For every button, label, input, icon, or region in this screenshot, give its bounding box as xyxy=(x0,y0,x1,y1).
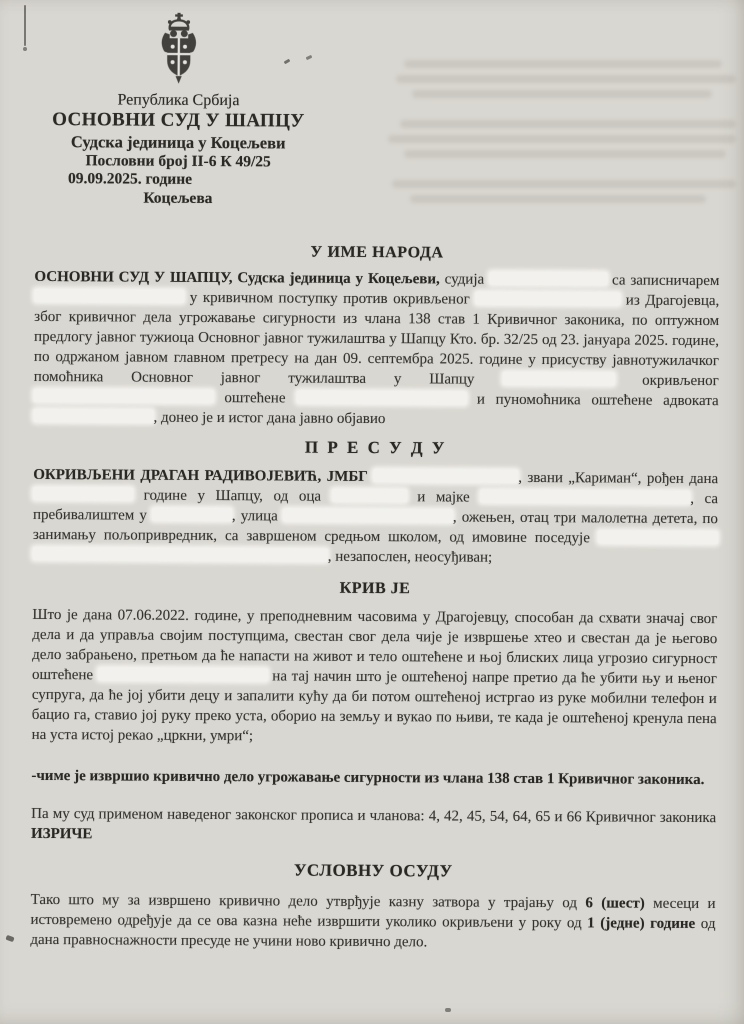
heading-verdict: П Р Е С У Д У xyxy=(304,437,447,458)
redaction-box xyxy=(489,271,607,285)
paragraph-qualification xyxy=(31,765,716,789)
text-run: , незапослен, неосуђиван; xyxy=(327,548,493,566)
text-run: , улица xyxy=(231,507,283,525)
text-run: Што је дана 07.06.2022. године, у преподневним часовима у Драгојевцу, способан да схвати значај свог дела и да управља својим поступцима, свестан свог дела чије је извршење хтео и свестан да је његово дело забрањено, претњом да ће напасти на живот и тело оштећене и њој блиских лица угрозио сигурност оштећене xyxy=(31,606,718,683)
header-date: 09.09.2025. године xyxy=(67,170,193,189)
text-run: месеци и истовремено одређује да се ова казна неће извршити уколико окривљени у року од xyxy=(30,895,716,931)
redaction-box xyxy=(33,546,328,561)
bold-text-run: ОСНОВНИ СУД У ШАПЦУ, Судска јединица у Коцељеви, xyxy=(34,268,440,287)
text-run: и пуномоћника оштећене адвоката xyxy=(466,391,719,409)
text-run: године у Шапцу, од оца xyxy=(133,487,332,505)
text-run: на тај начин што је оштећеној напре претио да ће убити њу и њеног супруга, да ће јој убити децу и запалити кућу да би потом оштећеној истргао из руке мобилни телефон и бацио га, ставио јој руку преко уста, оборио на земљу и вукао по њиви, те када је оштећеној кренула пена на уста истој рекао „цркни, умри“; xyxy=(31,667,718,744)
text-run: окривљеног xyxy=(614,372,719,389)
text-run: , ожењен, отац три малолетна детета, по занимању пољопривредник, са завршеном средњом школом, од имовине поседује xyxy=(32,509,719,546)
header-country: Република Србија xyxy=(117,91,240,110)
heading-in-the-name-of-the-people: У ИМЕ НАРОДА xyxy=(310,243,444,261)
redaction-box xyxy=(33,486,133,500)
text-run: Па му суд применом наведеног законског прописа и чланова: 4, 42, 45, 54, 64, 65 и 66 Кривичног законика xyxy=(31,805,717,826)
text-run: и мајке xyxy=(406,488,481,506)
header-case-number: Пословни број II-6 К 49/25 xyxy=(85,152,271,171)
heading-guilty: КРИВ ЈЕ xyxy=(339,579,411,597)
redaction-box xyxy=(296,390,466,404)
paragraph-intro xyxy=(34,266,720,430)
redaction-box xyxy=(34,388,214,402)
text-run: , звани „Кариман“, рођен дана xyxy=(518,469,719,487)
paragraph-facts xyxy=(32,604,718,748)
redaction-box xyxy=(332,488,407,501)
redaction-box xyxy=(98,667,268,681)
text-run: , донео је и истог дана јавно објавио xyxy=(153,409,386,427)
text-run: са записничарем xyxy=(607,271,720,289)
judgment-body xyxy=(30,240,719,953)
text-run: оштећене xyxy=(213,389,297,407)
redaction-box xyxy=(152,507,232,520)
redaction-box xyxy=(502,371,614,385)
header-place: Коцељева xyxy=(143,189,213,207)
text-run: у кривичном поступку против окривљеног xyxy=(184,289,476,308)
redaction-box xyxy=(34,288,184,302)
redaction-box xyxy=(34,408,154,422)
paragraph-sentence xyxy=(30,889,715,953)
court-letterhead xyxy=(34,12,323,209)
bold-text-run: -чиме је извршио кривично дело угрожавање сигурности из члана 138 став 1 Кривичног законика. xyxy=(31,767,705,788)
bold-text-run: 6 (шест) xyxy=(585,894,645,912)
paragraph-law-articles xyxy=(31,803,716,847)
header-court-name: ОСНОВНИ СУД У ШАПЦУ xyxy=(52,109,305,132)
bold-text-run: ИЗРИЧЕ xyxy=(30,825,93,842)
text-run: судија xyxy=(439,270,490,288)
redaction-box xyxy=(283,508,453,522)
text-run: од дана правноснажности пресуде не учини ново кривично дело. xyxy=(30,915,716,950)
text-run: , са пребивалиштем у xyxy=(32,490,719,524)
redaction-box xyxy=(598,530,718,544)
redaction-box xyxy=(373,469,518,483)
text-run: из Драгојевца, због кривичног дела угрожавање сигурности из члана 138 став 1 Кривичног законика, по оптужном предлогу јавног тужиоца Основног јавног тужилаштва у Шапцу Кто. бр. 32/25 од 23. јануара 2025. године, по одржаном јавном главном претресу на дан 09. септембра 2025. године у присуству јавнотужилачког помоћника Основног јавног тужилаштва у Шапцу xyxy=(33,292,720,388)
coat-of-arms-serbia-icon xyxy=(154,13,204,87)
paragraph-defendant xyxy=(33,464,719,568)
bold-text-run: ОКРИВЉЕНИ ДРАГАН РАДИВОЈЕВИЋ, ЈМБГ xyxy=(33,466,374,485)
heading-suspended-sentence: УСЛОВНУ ОСУДУ xyxy=(293,860,453,881)
redaction-box xyxy=(480,489,690,503)
bold-text-run: 1 (једне) године xyxy=(587,914,696,932)
text-run: Тако што му за извршено кривично дело утврђује казну затвора у трајању од xyxy=(30,891,586,911)
header-court-unit: Судска јединица у Коцељеви xyxy=(70,132,286,153)
redaction-box xyxy=(475,291,620,305)
